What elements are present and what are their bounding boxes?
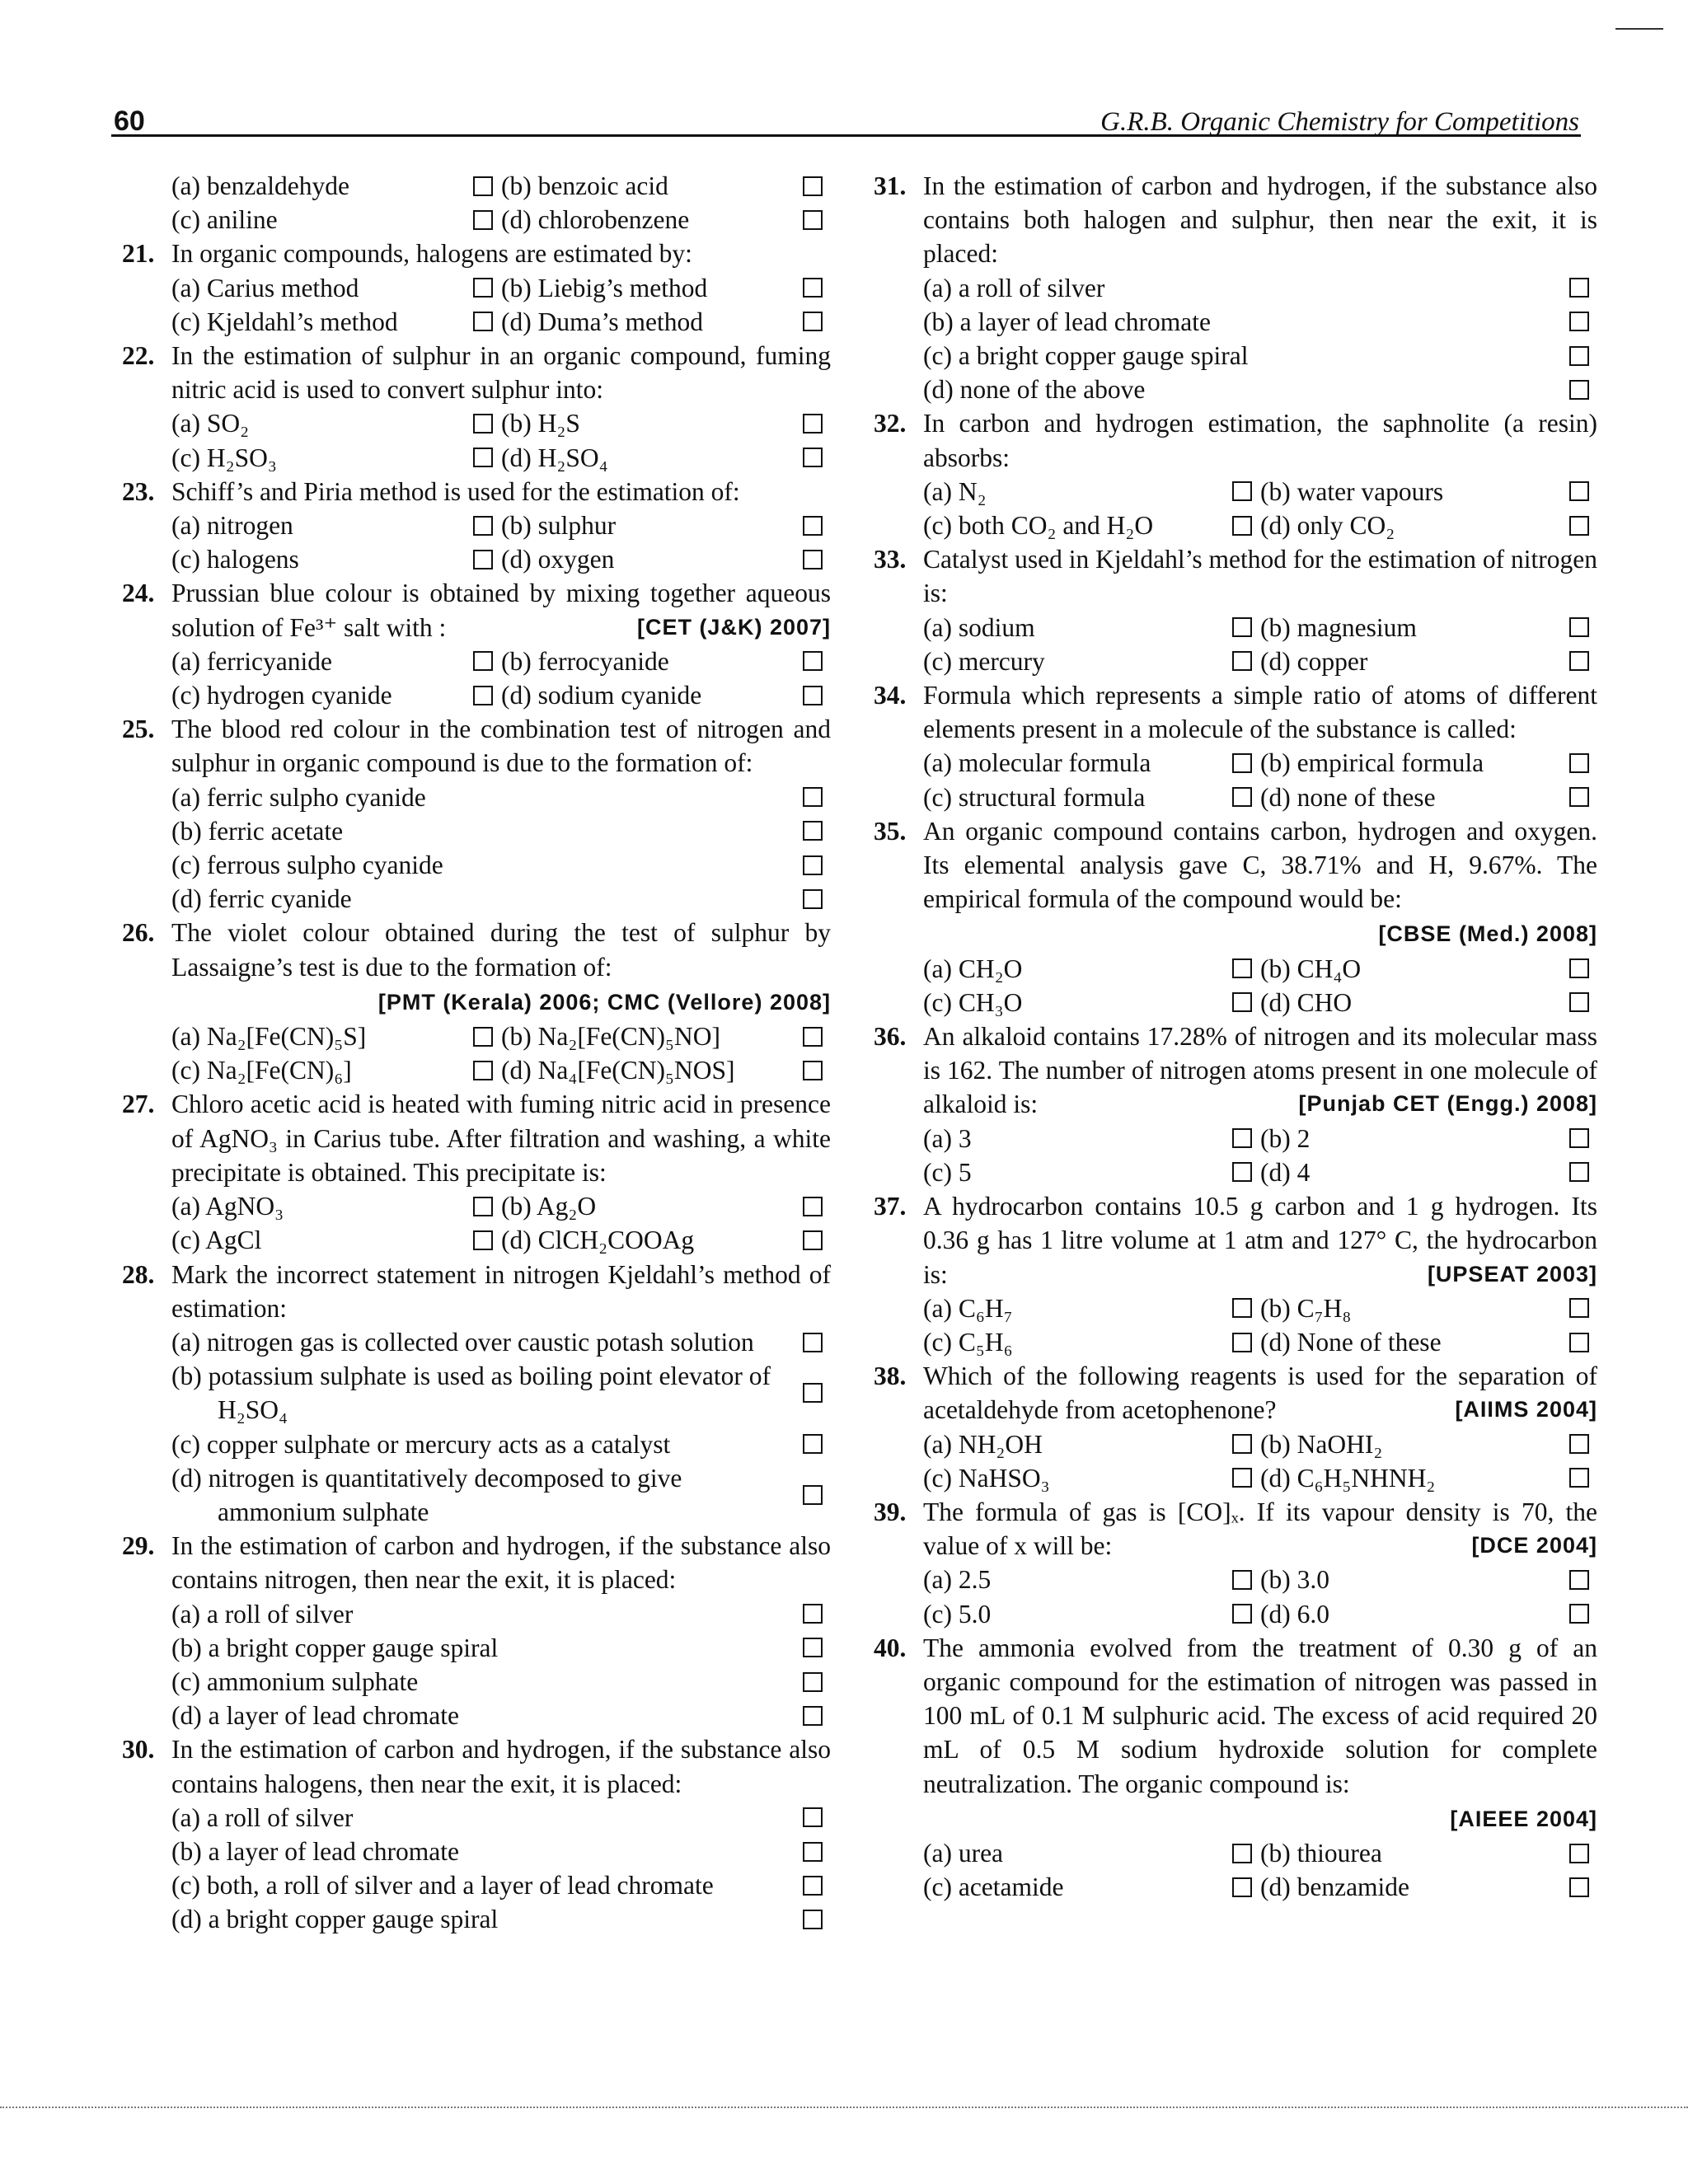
checkbox[interactable] [1569,1128,1589,1148]
checkbox[interactable] [1569,1162,1589,1182]
question-number: 34. [874,681,907,710]
question-stem: An organic compound contains carbon, hydrogen and oxygen. Its elemental analysis gave C, 38.71% and H, 9.67%. The empirical formula of the compound would be: [923,816,1597,914]
question-stem: In the estimation of carbon and hydrogen, if the substance also contains halogens, then near the exit, it is placed: [171,1735,831,1798]
question-28 [122,1258,831,1530]
checkbox[interactable] [473,210,493,230]
checkbox[interactable] [1232,1333,1252,1352]
checkbox[interactable] [473,550,493,569]
book-title: G.R.B. Organic Chemistry for Competitions [1100,107,1579,137]
checkbox[interactable] [803,1333,823,1352]
checkbox[interactable] [1232,481,1252,501]
question-stem: Schiff’s and Piria method is used for the estimation of: [171,476,740,506]
question-36 [874,1019,1597,1189]
option: (c) acetamide [923,1872,1064,1902]
option: (a) Na₂[Fe(CN)₅S] [171,1022,367,1052]
exam-reference: [CBSE (Med.) 2008] [1378,921,1597,947]
checkbox[interactable] [1569,1333,1589,1352]
option: (c) aniline [171,205,278,235]
question-22 [122,339,831,475]
option: (b) ferrocyanide [501,646,669,676]
option: (c) structural formula [923,782,1146,812]
checkbox[interactable] [803,821,823,841]
checkbox[interactable] [1569,651,1589,671]
checkbox[interactable] [473,1061,493,1080]
option: (d) only CO₂ [1260,511,1395,541]
left-column [122,169,831,1937]
question-34 [874,678,1597,814]
checkbox[interactable] [803,1672,823,1692]
question-stem: In the estimation of sulphur in an organic compound, fuming nitric acid is used to convert sulphur into: [171,341,831,405]
option: (d) CHO [1260,987,1353,1017]
question-stem: A hydrocarbon contains 10.5 g carbon and 1 g hydrogen. Its 0.36 g has 1 litre volume at 1 atm and 127° C, the hydrocarbon is: [923,1192,1597,1289]
question-26 [122,916,831,1087]
option: (a) N₂ [923,476,987,506]
option: (d) 6.0 [1260,1599,1329,1629]
option: (c) CH₃O [923,987,1023,1017]
question-stem: The violet colour obtained during the test of sulphur by Lassaigne’s test is due to the formation of: [171,918,831,982]
checkbox[interactable] [803,1604,823,1624]
option: (a) SO₂ [171,409,250,438]
question-29 [122,1529,831,1732]
question-stem: Prussian blue colour is obtained by mixing together aqueous solution of Fe³⁺ salt with : [171,579,831,642]
option: (a) a roll of silver [171,1802,354,1832]
option: (c) AgCl [171,1226,262,1255]
question-25 [122,712,831,916]
option: (d) None of these [1260,1327,1442,1357]
checkbox[interactable] [803,855,823,875]
option: (d) Na₄[Fe(CN)₅NOS] [501,1056,735,1085]
option: (d) sodium cyanide [501,681,702,710]
right-column [874,169,1597,1904]
checkbox[interactable] [1232,1162,1252,1182]
checkbox[interactable] [473,1230,493,1250]
question-stem: Catalyst used in Kjeldahl’s method for the estimation of nitrogen is: [923,545,1597,608]
option: (d) a bright copper gauge spiral [171,1905,499,1934]
checkbox[interactable] [803,176,823,196]
checkbox[interactable] [1569,278,1589,298]
question-stem: Which of the following reagents is used for the separation of acetaldehyde from acetophenone? [923,1361,1597,1425]
question-32 [874,406,1597,542]
header-rule [111,134,1581,137]
corner-mark [1615,28,1663,30]
option: (b) a layer of lead chromate [923,307,1211,336]
option: (d) ferric cyanide [171,884,352,914]
checkbox[interactable] [803,550,823,569]
question-33 [874,542,1597,678]
option: (b) empirical formula [1260,748,1484,778]
checkbox[interactable] [1569,380,1589,400]
exam-reference: [PMT (Kerala) 2006; CMC (Vellore) 2008] [377,989,831,1015]
option: (b) magnesium [1260,612,1417,642]
checkbox[interactable] [1569,958,1589,978]
page-number: 60 [114,105,145,137]
exam-reference: [Punjab CET (Engg.) 2008] [1298,1091,1597,1117]
option: (a) Carius method [171,273,359,302]
option: (b) Ag₂O [501,1192,597,1221]
checkbox[interactable] [803,1434,823,1454]
checkbox[interactable] [803,1807,823,1827]
option: (a) CH₂O [923,954,1023,983]
option: (c) both CO₂ and H₂O [923,511,1154,541]
option: (a) ferric sulpho cyanide [171,782,426,812]
option: (b) NaOHI₂ [1260,1429,1383,1459]
option: (c) copper sulphate or mercury acts as a catalyst [171,1429,671,1459]
checkbox[interactable] [473,1027,493,1047]
question-number: 31. [874,171,907,200]
question-number: 26. [122,918,155,948]
question-number: 32. [874,409,907,438]
option: (b) Na₂[Fe(CN)₅NO] [501,1022,721,1052]
checkbox[interactable] [803,414,823,434]
option: (b) ferric acetate [171,816,344,846]
checkbox[interactable] [803,1027,823,1047]
option: (d) ClCH₂COOAg [501,1226,695,1255]
checkbox[interactable] [803,1383,823,1403]
question-37 [874,1189,1597,1359]
checkbox[interactable] [1232,958,1252,978]
option: (d) copper [1260,646,1368,676]
question-number: 39. [874,1497,907,1526]
checkbox[interactable] [1232,651,1252,671]
option: (c) Na₂[Fe(CN)₆] [171,1056,352,1085]
checkbox[interactable] [803,1706,823,1726]
question-number: 35. [874,816,907,846]
question-number: 38. [874,1361,907,1391]
checkbox[interactable] [1232,753,1252,773]
option: (b) 2 [1260,1123,1311,1153]
option: (b) thiourea [1260,1838,1382,1868]
option: (c) 5 [923,1157,972,1187]
option: (d) benzamide [1260,1872,1410,1902]
question-number: 30. [122,1735,155,1765]
checkbox[interactable] [1232,1298,1252,1318]
option: (a) C₆H₇ [923,1293,1013,1323]
question-stem: In carbon and hydrogen estimation, the saphnolite (a resin) absorbs: [923,409,1597,472]
checkbox[interactable] [803,1842,823,1862]
option: (d) H₂SO₄ [501,443,608,472]
checkbox[interactable] [1232,1434,1252,1454]
checkbox[interactable] [1569,312,1589,331]
option: (a) urea [923,1838,1004,1868]
option: (b) C₇H₈ [1260,1293,1352,1323]
question-stem: Formula which represents a simple ratio of atoms of different elements present in a molecule of the substance is called: [923,681,1597,744]
checkbox[interactable] [1569,1604,1589,1624]
checkbox[interactable] [1569,1468,1589,1488]
exam-reference: [UPSEAT 2003] [1427,1261,1597,1286]
exam-reference: [AIIMS 2004] [1455,1397,1597,1422]
checkbox[interactable] [1569,1844,1589,1863]
option: (a) 3 [923,1123,972,1153]
checkbox[interactable] [803,787,823,807]
checkbox[interactable] [473,516,493,536]
question-27 [122,1087,831,1257]
checkbox[interactable] [473,278,493,298]
option: (b) potassium sulphate is used as boiling point elevator of H₂SO₄ [171,1361,771,1425]
checkbox[interactable] [1569,992,1589,1012]
checkbox[interactable] [1569,753,1589,773]
option: (c) ammonium sulphate [171,1666,419,1696]
option: (a) a roll of silver [171,1599,354,1629]
checkbox[interactable] [1232,1844,1252,1863]
question-number: 24. [122,579,155,608]
option: (a) nitrogen gas is collected over caustic potash solution [171,1327,754,1357]
question-number: 37. [874,1192,907,1221]
checkbox[interactable] [1232,1468,1252,1488]
option: (b) sulphur [501,511,617,541]
checkbox[interactable] [1569,617,1589,637]
checkbox[interactable] [473,414,493,434]
option: (a) NH₂OH [923,1429,1043,1459]
checkbox[interactable] [803,1638,823,1657]
option: (b) benzoic acid [501,171,668,200]
checkbox[interactable] [803,889,823,909]
option: (b) a bright copper gauge spiral [171,1633,499,1662]
checkbox[interactable] [803,1230,823,1250]
option: (c) ferrous sulpho cyanide [171,851,443,880]
checkbox[interactable] [1569,516,1589,536]
option: (a) molecular formula [923,748,1151,778]
checkbox[interactable] [473,312,493,331]
option: (d) 4 [1260,1157,1311,1187]
question-stem: An alkaloid contains 17.28% of nitrogen and its molecular mass is 162. The number of nitrogen atoms present in one molecule of alkaloid is: [923,1022,1597,1119]
checkbox[interactable] [803,210,823,230]
checkbox[interactable] [473,1197,493,1216]
question-number: 33. [874,545,907,574]
question-number: 40. [874,1633,907,1662]
option: (c) H₂SO₃ [171,443,277,472]
checkbox[interactable] [473,448,493,467]
option: (a) AgNO₃ [171,1192,284,1221]
option: (a) a roll of silver [923,273,1105,302]
option: (c) a bright copper gauge spiral [923,341,1249,371]
option: (a) 2.5 [923,1565,992,1595]
checkbox[interactable] [803,516,823,536]
option: (a) benzaldehyde [171,171,349,200]
question-number: 22. [122,341,155,371]
option: (c) hydrogen cyanide [171,681,392,710]
checkbox[interactable] [803,278,823,298]
option: (c) C₅H₆ [923,1327,1013,1357]
option: (c) NaHSO₃ [923,1463,1050,1493]
question-31 [874,169,1597,406]
option: (a) nitrogen [171,511,293,541]
checkbox[interactable] [1569,346,1589,366]
question-number: 21. [122,239,155,269]
exam-reference: [CET (J&K) 2007] [636,614,831,640]
question-30 [122,1732,831,1936]
checkbox[interactable] [1232,787,1252,807]
checkbox[interactable] [1569,481,1589,501]
checkbox[interactable] [803,1197,823,1216]
question-23 [122,475,831,577]
question-21 [122,237,831,339]
checkbox[interactable] [1232,1570,1252,1590]
checkbox[interactable] [803,448,823,467]
option: (d) none of these [1260,782,1436,812]
question-24 [122,576,831,712]
checkbox[interactable] [473,651,493,671]
option: (d) Duma’s method [501,307,703,336]
option: (b) CH₄O [1260,954,1362,983]
option: (b) H₂S [501,409,580,438]
question-35 [874,814,1597,1019]
question-stem: The ammonia evolved from the treatment of 0.30 g of an organic compound for the estimation of nitrogen was passed in 100 mL of 0.1 M sulphuric acid. The excess of acid required 20 mL of 0.5 M sodium hydroxide solution for complete neutralization. The organic compound is: [923,1633,1597,1798]
checkbox[interactable] [803,1910,823,1929]
checkbox[interactable] [1232,1604,1252,1624]
option: (c) halogens [171,545,299,574]
checkbox[interactable] [473,686,493,705]
option: (a) ferricyanide [171,646,332,676]
option: (d) nitrogen is quantitatively decomposed to give ammonium sulphate [171,1463,682,1526]
checkbox[interactable] [473,176,493,196]
checkbox[interactable] [803,686,823,705]
exam-reference: [DCE 2004] [1471,1533,1597,1558]
checkbox[interactable] [1232,992,1252,1012]
option: (b) a layer of lead chromate [171,1836,459,1866]
checkbox[interactable] [1569,1877,1589,1897]
question-stem: Mark the incorrect statement in nitrogen Kjeldahl’s method of estimation: [171,1259,831,1323]
option: (c) Kjeldahl’s method [171,307,398,336]
option: (d) a layer of lead chromate [171,1701,459,1731]
option: (d) none of the above [923,375,1146,405]
option: (d) C₆H₅NHNH₂ [1260,1463,1436,1493]
checkbox[interactable] [803,312,823,331]
checkbox[interactable] [1569,1298,1589,1318]
checkbox[interactable] [1232,1877,1252,1897]
checkbox[interactable] [1232,516,1252,536]
question-38 [874,1359,1597,1495]
option: (d) chlorobenzene [501,205,690,235]
question-stem: In the estimation of carbon and hydrogen, if the substance also contains both halogen and sulphur, then near the exit, it is placed: [923,171,1597,269]
question-stem: The formula of gas is [CO]ₓ. If its vapour density is 70, the value of x will be: [923,1497,1597,1561]
option: (b) 3.0 [1260,1565,1329,1595]
question-40 [874,1631,1597,1905]
question-number: 29. [122,1531,155,1561]
question-20-options [122,169,831,237]
checkbox[interactable] [1569,787,1589,807]
question-number: 25. [122,715,155,744]
question-number: 28. [122,1259,155,1289]
option: (a) sodium [923,612,1035,642]
bottom-dotted-rule [0,2107,1688,2108]
checkbox[interactable] [1232,617,1252,637]
question-stem: In the estimation of carbon and hydrogen, if the substance also contains nitrogen, then near the exit, it is placed: [171,1531,831,1595]
checkbox[interactable] [1569,1570,1589,1590]
option: (c) 5.0 [923,1599,992,1629]
question-number: 27. [122,1090,155,1119]
option: (d) oxygen [501,545,615,574]
checkbox[interactable] [1569,1434,1589,1454]
option: (c) mercury [923,646,1045,676]
question-stem: The blood red colour in the combination test of nitrogen and sulphur in organic compound is due to the formation of: [171,715,831,778]
checkbox[interactable] [1232,1128,1252,1148]
question-number: 23. [122,476,155,506]
checkbox[interactable] [803,1485,823,1505]
checkbox[interactable] [803,1876,823,1896]
option: (c) both, a roll of silver and a layer of lead chromate [171,1871,714,1900]
question-number: 36. [874,1022,907,1052]
question-39 [874,1495,1597,1631]
checkbox[interactable] [803,1061,823,1080]
question-stem: Chloro acetic acid is heated with fuming nitric acid in presence of AgNO₃ in Carius tube. After filtration and washing, a white precipitate is obtained. This precipitate is: [171,1090,831,1187]
checkbox[interactable] [803,651,823,671]
exam-reference: [AIEEE 2004] [1450,1806,1597,1831]
option: (b) water vapours [1260,476,1444,506]
option: (b) Liebig’s method [501,273,708,302]
question-stem: In organic compounds, halogens are estimated by: [171,239,692,269]
